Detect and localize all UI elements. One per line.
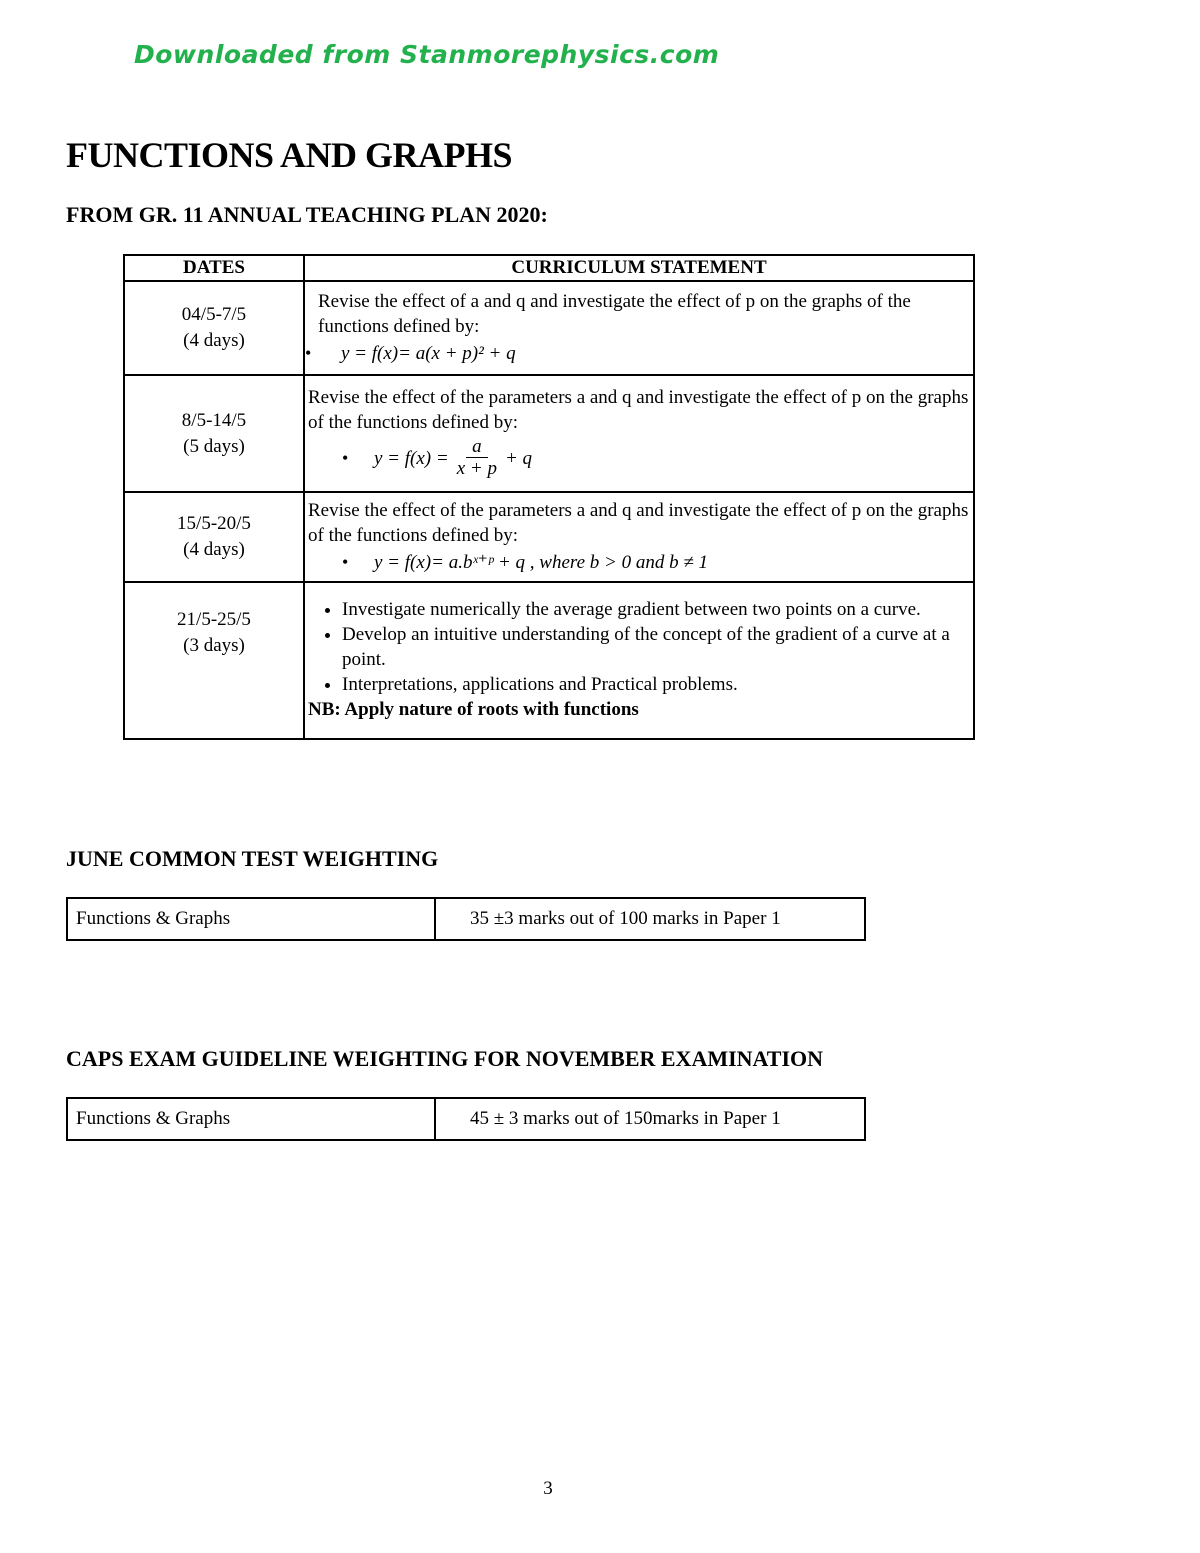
statement-cell [304, 281, 974, 375]
statement-text: Revise the effect of the parameters a and q and investigate the effect of p on the graphs of the functions defined by: [308, 387, 969, 433]
formula-fraction [453, 437, 501, 480]
statement-cell [304, 375, 974, 492]
topic-cell: Functions & Graphs [67, 1098, 435, 1140]
page-title: FUNCTIONS AND GRAPHS [66, 135, 513, 175]
caps-weighting-table [66, 1097, 866, 1141]
date-days: (5 days) [183, 435, 245, 457]
table-row [124, 492, 974, 582]
table-row [67, 1098, 865, 1140]
formula: y = f(x)= a.bˣ⁺ᵖ + q , where b > 0 and b ≠ 1 [374, 551, 709, 573]
date-cell [124, 582, 304, 739]
marks-cell: 45 ± 3 marks out of 150marks in Paper 1 [435, 1098, 865, 1140]
caps-heading: CAPS EXAM GUIDELINE WEIGHTING FOR NOVEMBER EXAMINATION [66, 1046, 824, 1071]
statement-text: Revise the effect of the parameters a and q and investigate the effect of p on the graphs of the functions defined by: [308, 499, 969, 546]
watermark-text: Downloaded from Stanmorephysics.com [134, 40, 720, 69]
june-heading: JUNE COMMON TEST WEIGHTING [66, 846, 439, 871]
formula-line [308, 550, 969, 575]
table-row [67, 898, 865, 940]
list-item: • Investigate numerically the average gradient between two points on a curve. [342, 597, 969, 622]
statement-cell [304, 582, 974, 739]
fraction-numerator: a [466, 437, 488, 458]
table-row [124, 582, 974, 739]
date-range: 21/5-25/5 [177, 609, 251, 630]
list-item: • Develop an intuitive understanding of the concept of the gradient of a curve at a point. [342, 622, 969, 672]
formula-lhs: y = f(x) = [374, 448, 449, 469]
gradient-list [308, 597, 969, 697]
date-days: (4 days) [183, 539, 245, 560]
june-weighting-table [66, 897, 866, 941]
table-header-row [124, 255, 974, 281]
topic-cell: Functions & Graphs [67, 898, 435, 940]
statement-text: Revise the effect of a and q and investigate the effect of p on the graphs of the functions defined by: [318, 290, 911, 337]
header-dates: DATES [124, 255, 304, 281]
fraction-denominator: x + p [456, 458, 497, 479]
date-range: 15/5-20/5 [177, 513, 251, 534]
statement-cell [304, 492, 974, 582]
formula-rhs: + q [504, 448, 533, 469]
plan-heading: FROM GR. 11 ANNUAL TEACHING PLAN 2020: [66, 202, 548, 227]
date-cell [124, 281, 304, 375]
bullet-icon: • [305, 342, 312, 363]
table-row [124, 281, 974, 375]
bullet-icon: • [342, 448, 349, 468]
marks-cell: 35 ±3 marks out of 100 marks in Paper 1 [435, 898, 865, 940]
nb-note: NB: Apply nature of roots with functions [308, 699, 639, 720]
page-number: 3 [543, 1478, 553, 1499]
formula: y = f(x)= a(x + p)² + q [341, 342, 516, 364]
formula-line [308, 437, 969, 480]
list-item: • Interpretations, applications and Practical problems. [342, 672, 969, 697]
date-days: (4 days) [183, 330, 245, 351]
table-row [124, 375, 974, 492]
header-curriculum: CURRICULUM STATEMENT [304, 255, 974, 281]
formula-line [305, 341, 969, 366]
date-cell [124, 375, 304, 492]
date-days: (3 days) [183, 635, 245, 656]
date-range: 8/5-14/5 [181, 409, 247, 431]
bullet-icon: • [342, 551, 349, 572]
date-range: 04/5-7/5 [181, 304, 247, 325]
teaching-plan-table [123, 254, 975, 740]
date-cell [124, 492, 304, 582]
